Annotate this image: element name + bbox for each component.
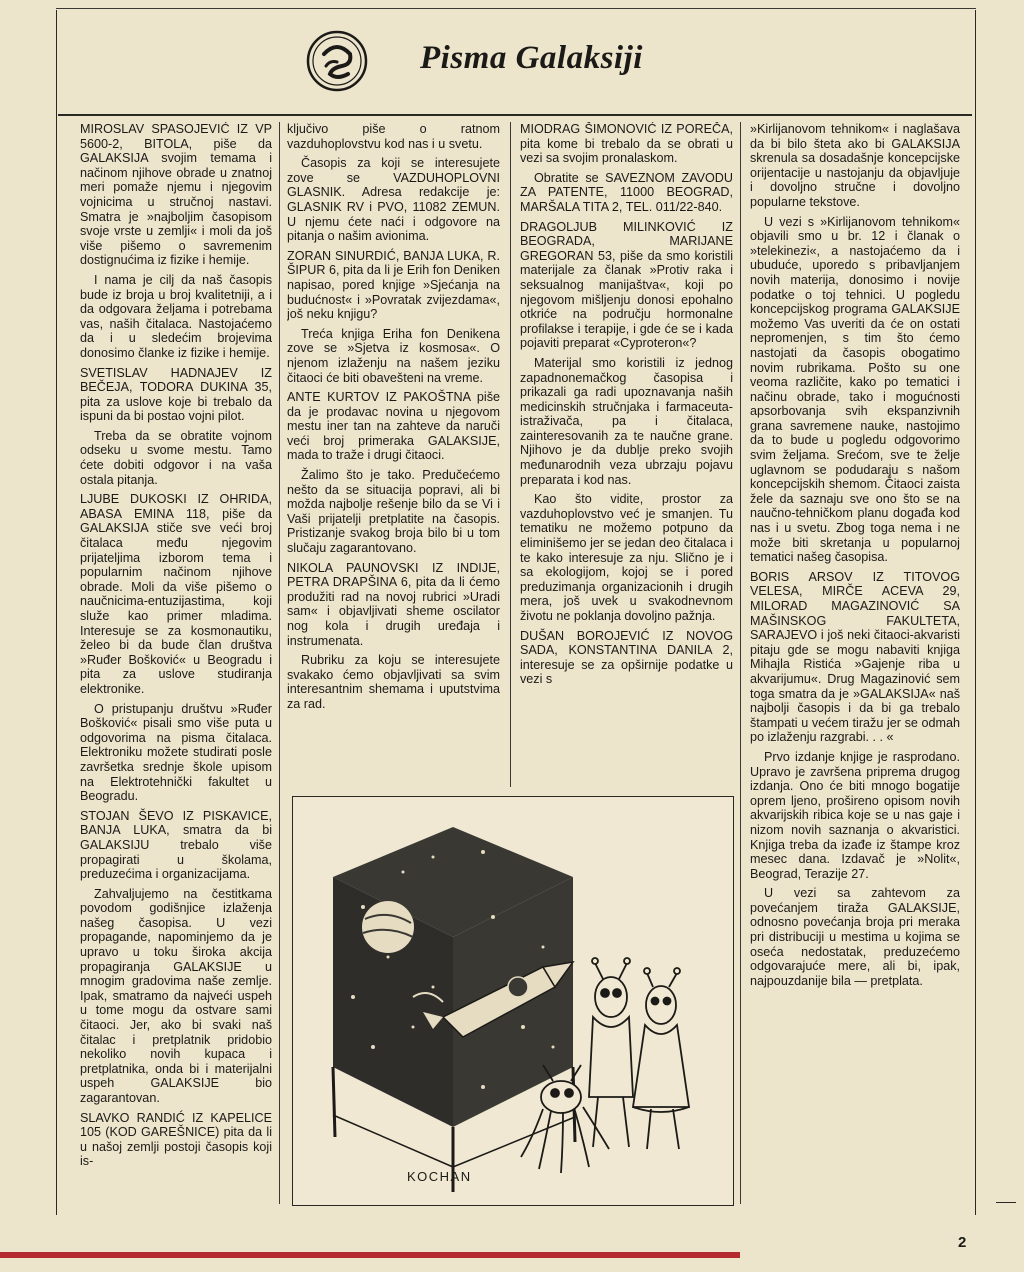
column-divider: [279, 122, 280, 1204]
column-divider: [740, 122, 741, 1204]
letter-paragraph: »Kirlijanovom tehnikom« i naglašava da bi bilo šteta ako bi GALAKSIJA skrenula sa dosadašnje koncepcijske orijentacije u nastojanju da objavljuje i dovoljno stručne i dovoljno popularne tekstove.: [750, 122, 960, 209]
text-column-3: [520, 122, 733, 792]
reply-paragraph: Prvo izdanje knjige je rasprodano. Upravo je završena priprema drugog izdanja. Ono će biti mnogo bogatije oprem ljeno, prošireno opisom novih akvarijskih ribica koje se u nas gaje i nizom novih saznanja o akvaristici. Knjiga treba da izađe iz štampe kroz mesec dana. Izdavač je »Nolit«, Beograd, Terazije 27.: [750, 749, 960, 881]
red-edge-bar: [0, 1252, 740, 1258]
reply-paragraph: Kao što vidite, prostor za vazduhoplovstvo već je smanjen. Tu tematiku ne možemo potpuno da eliminišemo jer se jedan deo čitalaca i te kako interesuje za nju. Slično je i sa ekologijom, kojoj se i pored preduzimanja organizacionih i drugih mera, još uvek u svakodnevnom životu ne poklanja dovoljno pažnja.: [520, 492, 733, 623]
letter-paragraph: DUŠAN BOROJEVIĆ IZ NOVOG SADA, KONSTANTINA DANILA 2, interesuje se za opširnije podatke u vezi s: [520, 628, 733, 687]
reply-paragraph: Materijal smo koristili iz jednog zapadnonemačkog časopisa i prikazali ga radi upoznavanja naših medicinskih stručnjaka i farmaceuta-istraživača, pa i čitalaca, zainteresovanih za te naučne grane. Njihovo je da dublje preko svojih međunarodnih veza ubrzaju pojavu preparata i kod nas.: [520, 355, 733, 487]
letter-paragraph: MIODRAG ŠIMONOVIĆ IZ POREČA, pita kome bi trebalo da se obrati u vezi sa svojim pronalaskom.: [520, 122, 733, 166]
margin-tick: [996, 1202, 1016, 1203]
letter-paragraph: LJUBE DUKOSKI IZ OHRIDA, ABASA EMINA 118, piše da GALAKSIJA stiče sve veći broj čitalaca među njegovim prijateljima izborom tema i popularnim načinom njihove obrade. Moli da više pišemo o naučnicima-entuzijastima, koji služe kao primer mladima. Interesuje se za kosmonautiku, želeo bi da bude član društva »Ruđer Bošković« u Beogradu i pita za uslove studiranja elektronike.: [80, 492, 272, 696]
column-divider: [510, 122, 511, 787]
cartoon-signature: KOCHAN: [407, 1169, 472, 1184]
reply-paragraph: U vezi s »Kirlijanovom tehnikom« objavili smo u br. 12 i članak o »telekinezi«, a nastojaćemo da i ubuduće, uporedo s pribavljanjem novih materija, donosimo i novije podatke o toj tehnici. U pogledu koncepcijskog programa GALAKSIJE možemo Vas uveriti da će on ostati nepromenjen, s tim što ćemo nastojati da časopis obogatimo novim rubrikama. Pošto su one veoma različite, kako po tematici i načinu obrade, tako i mogućnosti apsorbovanja svih ekspanzivnih grana savremene nauke, nastojimo da to bude u pogledu odgovorimo svim željama. Srećom, sve te želje uglavnom se podudaraju s našom koncepcijskih shemom. Čitaoci zaista žele da saznaju sve ono što se na naučno-tehničkom planu događa kod nas i u svetu. Zbog toga nema i ne može biti skretanja u popularnoj tematici našeg časopisa.: [750, 214, 960, 565]
reply-paragraph: Žalimo što je tako. Predučećemo nešto da se situacija popravi, ali bi možda najbolje rešenje bilo da se Vi i Vaši prijatelji pretplatite na časopis. Pristizanje svakog broja bilo bi u tom slučaju zagarantovano.: [287, 468, 500, 556]
reply-paragraph: I nama je cilj da naš časopis bude iz broja u broj kvalitetniji, a i da odgovara željama i potrebama vas, naših čitalaca. Nastojaćemo da i u sledećim brojevima donosimo članke iz fizike i hemije.: [80, 272, 272, 360]
text-column-1: [80, 122, 272, 1204]
letter-paragraph: SVETISLAV HADNAJEV IZ BEČEJA, TODORA DUKINA 35, pita za uslove koje bi trebalo da ispuni da bi postao vojni pilot.: [80, 365, 272, 424]
letter-paragraph: MIROSLAV SPASOJEVIĆ IZ VP 5600-2, BITOLA, piše da GALAKSIJA svojim temama i načinom njihove obrade u znatnoj meri pomaže njemu i njegovim vojnicima u stručnoj nastavi. Smatra je »najboljim časopisom svoje vrste u zemlji« i moli da još više pišemo o savremenim dostignućima iz fizike i hemije.: [80, 122, 272, 268]
galaksija-logo-icon: [306, 30, 368, 92]
top-rule: [56, 8, 976, 9]
letter-paragraph: ANTE KURTOV IZ PAKOŠTNA piše da je prodavac novina u njegovom mestu iner tan na zahteve da naruči veći broj primeraka GALAKSIJE, mada to traže i drugi čitaoci.: [287, 390, 500, 463]
reply-paragraph: Zahvaljujemo na čestitkama povodom godišnjice izlaženja našeg časopisa. U vezi propagande, napominjemo da je upravo u toku široka akcija propagiranja GALAKSIJE u mnogim gradovima naše zemlje. Ipak, smatramo da najveći uspeh u tome mogu da ostvare sami čitaoci. Jer, ako bi svaki naš čitalac i pretplatnik pridobio nekoliko novih kupaca i pretplatnika, onda bi i materijalni uspeh GALAKSIJE bio zagarantovan.: [80, 886, 272, 1105]
letter-paragraph: NIKOLA PAUNOVSKI IZ INDIJE, PETRA DRAPŠINA 6, pita da li ćemo produžiti rad na novoj rubrici »Uradi sam« i objavljivati sheme oscilator nog kola i drugih uređaja i instrumenata.: [287, 560, 500, 648]
cartoon-illustration: [292, 796, 734, 1206]
reply-paragraph: Časopis za koji se interesujete zove se VAZDUHOPLOVNI GLASNIK. Adresa redakcije je: GLASNIK RV i PVO, 11082 ZEMUN. U njemu ćete naći i odgovore na pitanja o našim avionima.: [287, 156, 500, 244]
letter-paragraph: ZORAN SINURDIĆ, BANJA LUKA, R. ŠIPUR 6, pita da li je Erih fon Deniken napisao, pored knjige »Sjećanja na budućnost« i »Povratak zvijezdama«, još neku knjigu?: [287, 248, 500, 322]
reply-paragraph: Treba da se obratite vojnom odseku u svome mestu. Tamo ćete dobiti odgovor i na vaša ostala pitanja.: [80, 428, 272, 487]
text-column-4: [750, 122, 960, 1187]
reply-paragraph: Obratite se SAVEZNOM ZAVODU ZA PATENTE, 11000 BEOGRAD, MARŠALA TITA 2, TEL. 011/22-840.: [520, 170, 733, 214]
letter-paragraph: SLAVKO RANDIĆ IZ KAPELICE 105 (KOD GAREŠNICE) pita da li u našoj zemlji postoji časopis koji is-: [80, 1110, 272, 1169]
reply-paragraph: Treća knjiga Eriha fon Denikena zove se »Sjetva iz kosmosa«. O njenom izlaženju na našem jeziku čitaoci će biti obavešteni na vreme.: [287, 326, 500, 385]
letter-paragraph: STOJAN ŠEVO IZ PISKAVICE, BANJA LUKA, smatra da bi GALAKSIJU trebalo više propagirati u školama, preduzećima i organizacijama.: [80, 808, 272, 882]
letter-paragraph: BORIS ARSOV IZ TITOVOG VELESA, MIRČE ACEVA 29, MILORAD MAGAZINOVIĆ SA MAŠINSKOG FAKULTETA, SARAJEVO i još neki čitaoci-akvaristi pitaju gde se mogu nabaviti knjiga Mihajla Ristića »Gajenje riba u akvarijumu«. Drug Magazinović sem toga smatra da je »GALAKSIJA« naš najbolji časopis i da bi ga trebalo štampati u većem tiražu jer se odmah po izlaženju razgrabi. . . «: [750, 569, 960, 745]
header-rule: [58, 114, 972, 116]
page-title: Pisma Galaksiji: [420, 40, 643, 76]
letter-paragraph: ključivo piše o ratnom vazduhoplovstvu kod nas i u svetu.: [287, 122, 500, 151]
reply-paragraph: O pristupanju društvu »Ruđer Bošković« pisali smo više puta u odgovorima na pisma čitalaca. Elektroniku možete studirati posle završetka srednje škole upisom na Elektrotehnički fakultet u Beogradu.: [80, 701, 272, 804]
reply-paragraph: U vezi sa zahtevom za povećanjem tiraža GALAKSIJE, odnosno povećanja broja pri meraka pri distribuciji u mestima u kojima se oseća nedostatak, preduzećemo odgovarajuće mere, ali bi, ipak, najpouzdanije bila — pretplata.: [750, 886, 960, 988]
cartoon-drawing: [293, 797, 735, 1207]
text-column-2: [287, 122, 500, 787]
reply-paragraph: Rubriku za koju se interesujete svakako ćemo objavljivati sa svim interesantnim shemama i uputstvima za rad.: [287, 653, 500, 711]
letter-paragraph: DRAGOLJUB MILINKOVIĆ IZ BEOGRADA, MARIJANE GREGORAN 53, piše da smo koristili materijale za članak »Protiv raka i seksualnog manijaštva«, koji po njegovom mišljenju donosi epohalno otkriće na području hormonalne profilakse i terapije, i gde će se i kada pojaviti preparat «Cyproteron«?: [520, 219, 733, 351]
page-number: 2: [958, 1234, 967, 1251]
